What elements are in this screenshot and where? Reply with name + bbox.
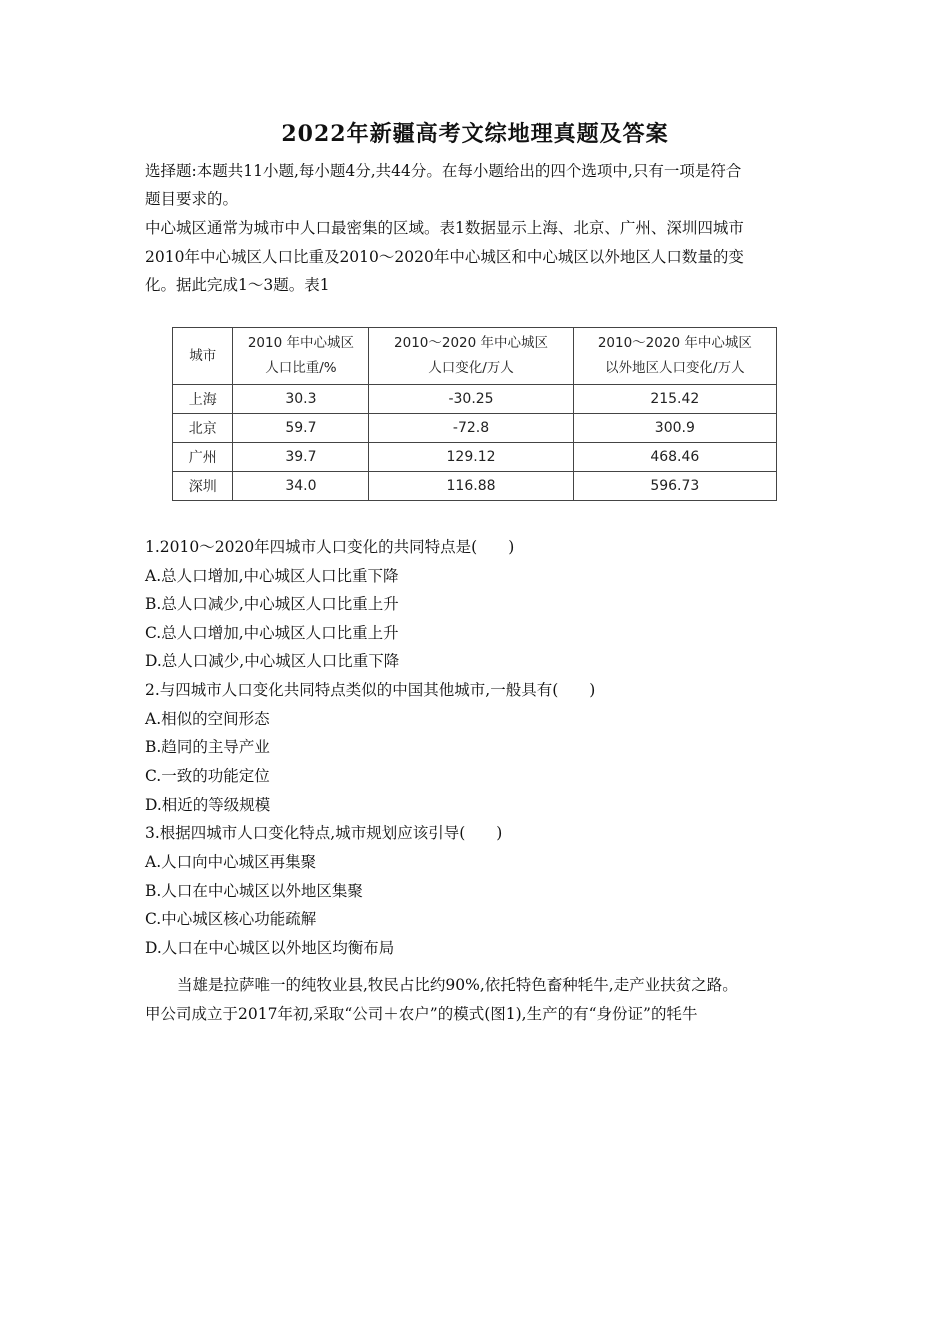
table-cell: 300.9 <box>573 414 776 443</box>
table-header-row <box>173 328 777 385</box>
table-cell-city: 上海 <box>173 385 233 414</box>
question-2-option-a: A.相似的空间形态 <box>145 710 270 728</box>
table-header-city: 城市 <box>173 328 233 385</box>
table-header-center-change: 2010～2020 年中心城区 人口变化/万人 <box>369 328 573 385</box>
table-row <box>173 472 777 501</box>
table-cell: 468.46 <box>573 443 776 472</box>
table-cell-city: 深圳 <box>173 472 233 501</box>
instruction-line: 题目要求的。 <box>145 190 239 208</box>
table-cell: 129.12 <box>369 443 573 472</box>
table-cell: -72.8 <box>369 414 573 443</box>
question-1-stem: 1.2010～2020年四城市人口变化的共同特点是( ) <box>145 538 515 556</box>
table-cell: 215.42 <box>573 385 776 414</box>
passage-line: 甲公司成立于2017年初,采取“公司＋农户”的模式(图1),生产的有“身份证”的牦牛 <box>145 1005 698 1023</box>
table-row <box>173 385 777 414</box>
page-title: 2022年新疆高考文综地理真题及答案 <box>281 121 669 147</box>
table-row <box>173 414 777 443</box>
table-cell: 34.0 <box>233 472 369 501</box>
question-3-option-a: A.人口向中心城区再集聚 <box>145 853 317 871</box>
instruction-line: 选择题:本题共11小题,每小题4分,共44分。在每小题给出的四个选项中,只有一项是符合 <box>145 162 742 180</box>
table-cell: 116.88 <box>369 472 573 501</box>
table-header-outer-change: 2010～2020 年中心城区 以外地区人口变化/万人 <box>573 328 776 385</box>
table-cell-city: 广州 <box>173 443 233 472</box>
question-1-option-a: A.总人口增加,中心城区人口比重下降 <box>145 567 399 585</box>
population-table <box>172 327 777 501</box>
question-3-option-c: C.中心城区核心功能疏解 <box>145 910 317 928</box>
context-line: 化。据此完成1～3题。表1 <box>145 276 330 294</box>
table-cell: -30.25 <box>369 385 573 414</box>
passage-line: 当雄是拉萨唯一的纯牧业县,牧民占比约90%,依托特色畜种牦牛,走产业扶贫之路。 <box>177 976 738 994</box>
table-cell: 59.7 <box>233 414 369 443</box>
question-3-option-b: B.人口在中心城区以外地区集聚 <box>145 882 363 900</box>
question-3-stem: 3.根据四城市人口变化特点,城市规划应该引导( ) <box>145 824 503 842</box>
table-row <box>173 443 777 472</box>
table-cell: 39.7 <box>233 443 369 472</box>
context-line: 中心城区通常为城市中人口最密集的区域。表1数据显示上海、北京、广州、深圳四城市 <box>145 219 744 237</box>
table-header-share: 2010 年中心城区 人口比重/% <box>233 328 369 385</box>
question-3-option-d: D.人口在中心城区以外地区均衡布局 <box>145 939 395 957</box>
question-1-option-d: D.总人口减少,中心城区人口比重下降 <box>145 652 400 670</box>
question-1-option-b: B.总人口减少,中心城区人口比重上升 <box>145 595 399 613</box>
question-2-stem: 2.与四城市人口变化共同特点类似的中国其他城市,一般具有( ) <box>145 681 596 699</box>
question-1-option-c: C.总人口增加,中心城区人口比重上升 <box>145 624 399 642</box>
context-line: 2010年中心城区人口比重及2010～2020年中心城区和中心城区以外地区人口数量的变 <box>145 248 744 266</box>
table-cell: 596.73 <box>573 472 776 501</box>
table-cell: 30.3 <box>233 385 369 414</box>
question-2-option-b: B.趋同的主导产业 <box>145 738 270 756</box>
question-2-option-c: C.一致的功能定位 <box>145 767 270 785</box>
table-cell-city: 北京 <box>173 414 233 443</box>
question-2-option-d: D.相近的等级规模 <box>145 796 271 814</box>
